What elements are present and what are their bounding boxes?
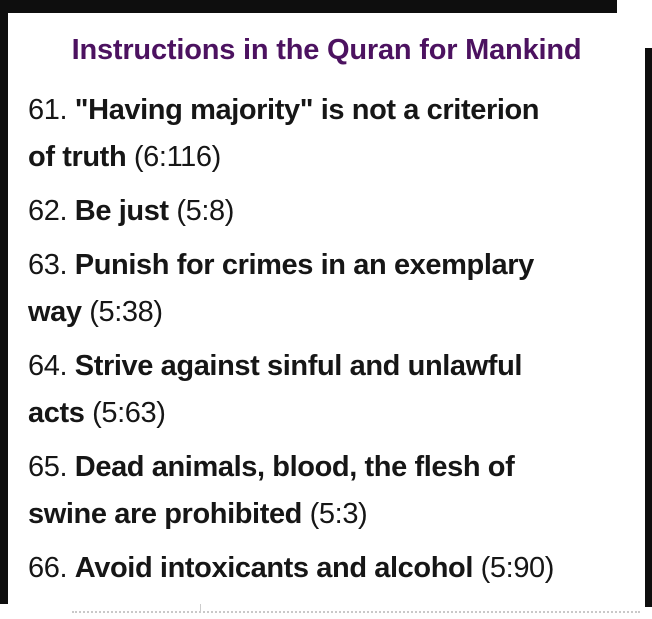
item-text: Avoid intoxicants and alcohol [74, 552, 481, 584]
item-text: Dead animals, blood, the flesh of [74, 451, 515, 483]
frame-left-border [0, 0, 8, 604]
item-number: 63. [28, 249, 68, 281]
item-text: swine are prohibited [28, 498, 310, 530]
item-number: 64. [28, 350, 68, 382]
item-number: 65. [28, 451, 68, 483]
frame-right-border [645, 48, 652, 607]
bottom-dotted-line [72, 611, 640, 613]
item-reference: (5:90) [480, 552, 555, 584]
slide-content [8, 13, 645, 599]
instruction-item [28, 188, 625, 235]
item-text: Strive against sinful and unlawful [74, 350, 523, 382]
item-number: 66. [28, 552, 68, 584]
item-reference: (5:38) [89, 296, 163, 328]
instruction-item [28, 545, 625, 592]
item-number: 61. [28, 94, 68, 126]
item-number: 62. [28, 195, 68, 227]
instruction-item [28, 343, 625, 437]
instruction-list [28, 87, 625, 592]
item-reference: (5:8) [176, 195, 234, 227]
frame-top-border [0, 0, 617, 13]
instruction-item [28, 87, 625, 181]
item-reference: (5:63) [92, 397, 166, 429]
item-text: Punish for crimes in an exemplary [74, 249, 534, 281]
page-title: Instructions in the Quran for Mankind [71, 34, 582, 66]
item-reference: (5:3) [309, 498, 368, 530]
item-text: of truth [28, 141, 134, 173]
instruction-item [28, 242, 625, 336]
item-text: Be just [74, 195, 177, 227]
instruction-item [28, 444, 625, 538]
item-reference: (6:116) [133, 141, 221, 173]
item-text: "Having majority" is not a criterion [74, 94, 540, 126]
bottom-tick-mark [200, 604, 201, 613]
item-text: acts [28, 397, 93, 429]
item-text: way [28, 296, 90, 328]
